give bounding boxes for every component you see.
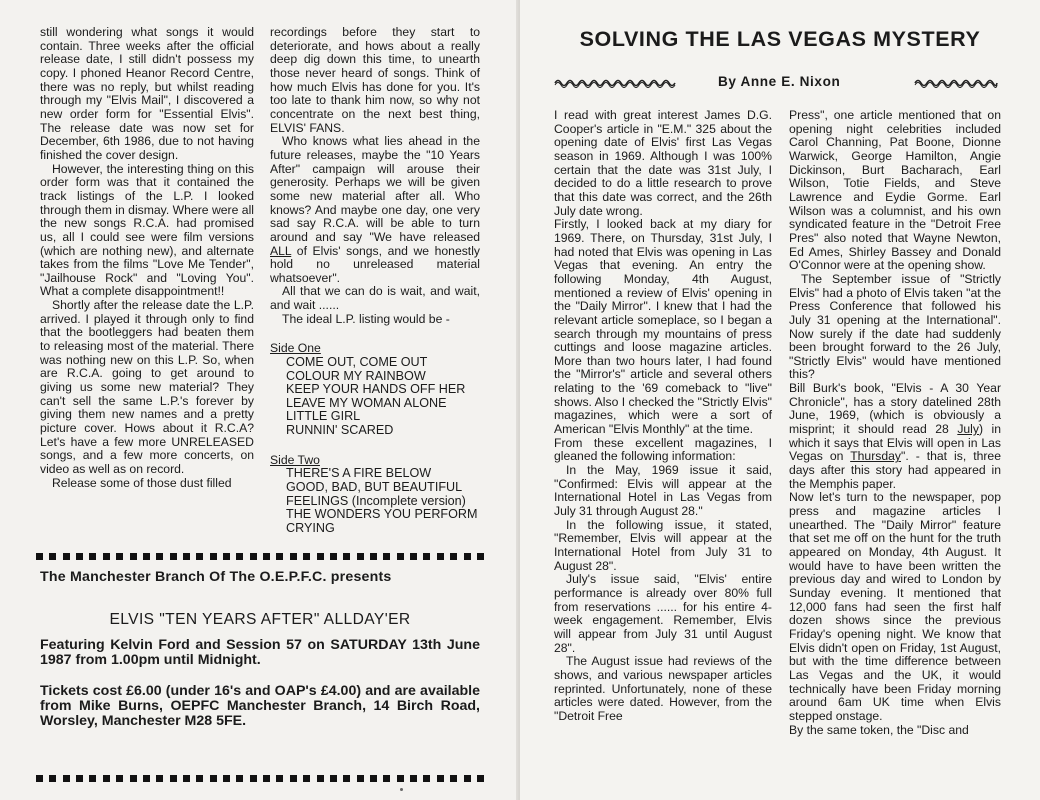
border-dot [116,553,123,560]
byline: By Anne E. Nixon [718,74,841,89]
border-dot [89,553,96,560]
border-dot [170,775,177,782]
side-one-list [286,356,480,438]
border-dot [330,553,337,560]
border-dot [183,553,190,560]
border-dot [423,775,430,782]
border-dot [236,553,243,560]
paragraph: The September issue of "Strictly Elvis" had a photo of Elvis taken "at the Press Conference that followed his July 31 opening at the International". Now surely if the date had suddenly been brought forward to the 26 July, "Strictly Elvis" would have mentioned this? [789,271,1001,382]
left-column-1 [40,26,254,490]
border-dot [303,775,310,782]
border-dot [89,775,96,782]
border-dot [303,553,310,560]
paragraph: I read with great interest James D.G. Cooper's article in "E.M." 325 about the opening date of Elvis' first Las Vegas season in 1969. Although I was 100% certain that the date was 31st July, I decided to do a little research to prove that this date was correct, and the 26th July date wrong. [554,108,772,218]
side-two-heading: Side Two [270,452,320,467]
right-column-2 [789,109,1001,737]
paragraph: Release some of those dust filled [52,475,232,490]
dotted-border-bottom [36,775,484,784]
border-dot [223,775,230,782]
side-one-heading: Side One [270,341,321,356]
paragraph: recordings before they start to deteriorate, and hows about a really deep dig down this time, to unearth those never heard of songs. Think of how much Elvis has done for you. It's too late to thank him now, so why not concentrate on the next best thing, ELVIS' FANS. [270,25,480,135]
underlined-word: July [957,422,979,437]
list-item: THERE'S A FIRE BELOW [286,466,432,481]
border-dot [410,553,417,560]
border-dot [383,553,390,560]
ad-tickets: Tickets cost £6.00 (under 16's and OAP's £4.00) and are available from Mike Burns, OEPFC Manchester Branch, 14 Birch Road, Worsley, Manchester M28 5FE. [40,683,480,729]
ad-event-title: ELVIS "TEN YEARS AFTER" ALLDAY'ER [109,611,411,628]
border-dot [143,775,150,782]
border-dot [143,553,150,560]
border-dot [76,775,83,782]
paragraph: Firstly, I looked back at my diary for 1969. There, on Thursday, 31st July, I had noted that Elvis was opening in Las Vegas that evening. An entry the following Monday, 4th August, mentioned a review of Elvis' opening in the "Daily Mirror". I knew that I had the relevant article someplace, so I began a search through my mountains of press cuttings and loose magazine articles. More than two hours later, I had found the "Mirror's" article and several others relating to the '69 comeback to "live" shows. Also I checked the "Strictly Elvis" magazines, which were a sort of American "Elvis Monthly" at the time. [554,217,772,437]
underlined-word: ALL [270,243,292,258]
paragraph: Shortly after the release date the L.P. arrived. I played it through only to find that the bootleggers had beaten them to releasing most of the material. There was nothing new on this L.P. So, when are R.C.A. going to get around to giving us some new material? They can't sell the same L.P.'s forever by giving them new names and a pretty picture cover. Hows about it R.C.A? Let's have a few more UNRELEASED songs, and a few more concerts, on video as well as on record. [40,298,254,476]
list-item: RUNNIN' SCARED [286,423,394,438]
underlined-word: Thursday [850,449,901,464]
border-dot [210,553,217,560]
border-dot [276,775,283,782]
print-speck [400,788,403,791]
article-title: SOLVING THE LAS VEGAS MYSTERY [579,27,981,51]
border-dot [130,553,137,560]
border-dot [357,775,364,782]
wave-ornament-icon [554,78,676,88]
border-dot [437,775,444,782]
paragraph: Bill Burk's book, "Elvis - A 30 Year Chronicle", has a story datelined 28th June, 1969, (which is obviously a misprint; it should read 28 July) in which it says that Elvis will open in Las Vegas on Thursday". - that is, three days after this story had appeared in the Memphis paper. [789,381,1002,491]
list-item: THE WONDERS YOU PERFORM [286,507,478,522]
ad-featuring: Featuring Kelvin Ford and Session 57 on SATURDAY 13th June 1987 from 1.00pm until Midnight. [40,637,480,668]
border-dot [63,553,70,560]
border-dot [477,775,484,782]
right-column-1 [554,109,772,724]
border-dot [210,775,217,782]
border-dot [36,553,43,560]
wave-ornament-icon [914,78,998,88]
border-dot [170,553,177,560]
border-dot [130,775,137,782]
border-dot [450,553,457,560]
border-dot [437,553,444,560]
list-item: KEEP YOUR HANDS OFF HER [286,382,466,397]
border-dot [357,553,364,560]
border-dot [464,553,471,560]
border-dot [477,553,484,560]
border-dot [103,775,110,782]
paragraph: However, the interesting thing on this order form was that it contained the track listings of the L.P. I looked through them in dismay. Where were all the new songs R.C.A. had promised us, all I could see were film versions (which are nothing new), and alternate takes from the films "Love Me Tender", "Jailhouse Rock" and "Loving You". What a complete disappointment!! [40,161,254,299]
paragraph: Press", one article mentioned that on opening night celebrities included Carol Channing, Pat Boone, Dionne Warwick, George Hamilton, Angie Dickinson, Burt Bacharach, Earl Wilson, Totie Fields, and Steve Lawrence and Eydie Gorme. Earl Wilson was a columnist, and his own syndicated feature in the "Detroit Free Pres" also noted that Wayne Newton, Ed Ames, Shirley Bassey and Donald O'Connor were at the opening show. [789,108,1001,273]
border-dot [49,553,56,560]
border-dot [156,553,163,560]
border-dot [276,553,283,560]
dotted-border-top [36,553,484,562]
border-dot [196,775,203,782]
list-item: LEAVE MY WOMAN ALONE [286,395,447,410]
border-dot [290,553,297,560]
paragraph: In the May, 1969 issue it said, "Confirmed: Elvis will appear at the International Hotel in Las Vegas from July 31 through August 28." [554,463,772,519]
border-dot [317,775,324,782]
border-dot [236,775,243,782]
list-item: CRYING [286,520,335,535]
paragraph: still wondering what songs it would contain. Three weeks after the official release date, I still didn't possess my copy. I phoned Heanor Record Centre, there was no reply, but whilst reading through my "Elvis Mail", I discovered a new order form for "Essential Elvis". The release date was now set for December, 6th 1986, due to not having finished the cover design. [40,25,254,162]
paragraph: Who knows what lies ahead in the future releases, maybe the "10 Years After" campaign will arouse their generosity. Perhaps we will be given some new material after all. Who knows? And maybe one day, one very sad say R.C.A. will be able to turn around and say "We have released ALL of Elvis' songs, and we honestly hold no unreleased material whatsoever". [270,134,480,285]
paragraph: In the following issue, it stated, "Remember, Elvis will appear at the International Hotel from July 31 to August 28". [554,517,772,573]
ad-presents: The Manchester Branch Of The O.E.P.F.C. presents [40,569,392,585]
list-item: FEELINGS (Incomplete version) [286,493,466,508]
border-dot [196,553,203,560]
side-two-list [286,467,480,535]
paragraph: Now let's turn to the newspaper, pop press and magazine articles I unearthed. The "Daily Mirror" feature that set me off on the hunt for the truth appeared on Monday, 4th August. It would have to have been written the previous day and wired to London by Sunday evening. It mentioned that 12,000 fans had seen the first half dozen shows since the previous Friday's opening night. We know that Elvis didn't open on Friday, 1st August, but with the time difference between Las Vegas and the UK, it would technically have been Friday morning around 6am UK time when Elvis stepped onstage. [789,490,1001,723]
border-dot [263,553,270,560]
border-dot [343,553,350,560]
border-dot [116,775,123,782]
border-dot [370,775,377,782]
border-dot [343,775,350,782]
border-dot [250,553,257,560]
border-dot [290,775,297,782]
border-dot [103,553,110,560]
border-dot [423,553,430,560]
left-column-2 [270,26,480,535]
border-dot [397,553,404,560]
border-dot [263,775,270,782]
border-dot [183,775,190,782]
paragraph: By the same token, the "Disc and [789,722,969,737]
border-dot [330,775,337,782]
paragraph: All that we can do is wait, and wait, and wait ...... [270,284,480,313]
border-dot [317,553,324,560]
border-dot [370,553,377,560]
border-dot [76,553,83,560]
border-dot [450,775,457,782]
border-dot [383,775,390,782]
border-dot [397,775,404,782]
list-item: GOOD, BAD, BUT BEAUTIFUL [286,479,463,494]
list-item: LITTLE GIRL [286,409,361,424]
list-item: COME OUT, COME OUT [286,355,428,370]
list-item: COLOUR MY RAINBOW [286,368,426,383]
paragraph: July's issue said, "Elvis' entire performance is already over 80% full from reservations ...... for his entire 4-week engagement. Remember, Elvis will appear from July 31 until August 28". [554,572,772,655]
byline-row [554,74,1000,94]
border-dot [464,775,471,782]
border-dot [223,553,230,560]
border-dot [63,775,70,782]
paragraph: From these excellent magazines, I gleaned the following information: [554,435,772,464]
border-dot [36,775,43,782]
border-dot [410,775,417,782]
border-dot [49,775,56,782]
paragraph: The ideal L.P. listing would be - [282,311,450,326]
border-dot [250,775,257,782]
paragraph: The August issue had reviews of the shows, and various newspaper articles reprinted. Unfortunately, none of these articles were dated. However, from the "Detroit Free [554,654,772,723]
border-dot [156,775,163,782]
